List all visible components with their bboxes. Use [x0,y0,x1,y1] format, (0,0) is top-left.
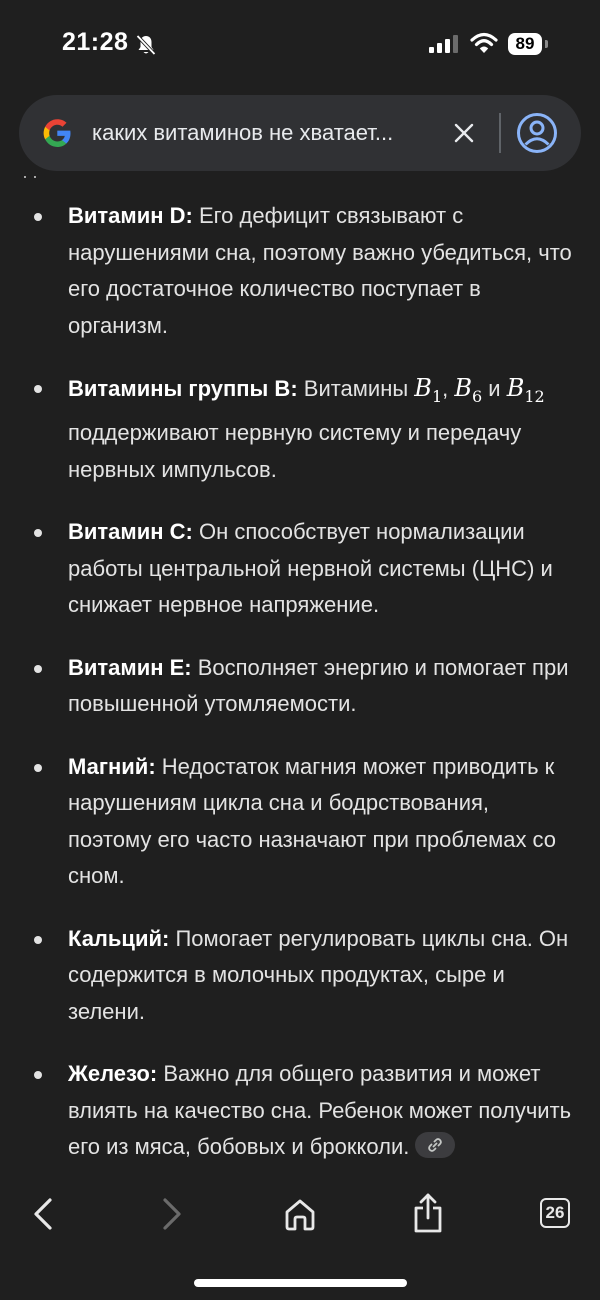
link-icon [426,1136,444,1154]
bottom-toolbar [0,1180,600,1300]
home-indicator [194,1279,407,1287]
item-title: Кальций: [68,925,170,951]
list-item [0,198,600,344]
item-title: Витамин C: [68,519,193,545]
search-bar[interactable] [19,95,581,171]
truncated-content-marker: ·· [22,166,42,186]
bell-slash-icon [134,33,158,57]
list-item [0,650,600,723]
bullet [34,936,42,944]
bullet [34,1071,42,1079]
search-divider [499,113,501,153]
item-text: Недостаток магния может приводить к нарушениям цикла сна и бодрствования, поэтому его часто назначают при проблемах со сном. [68,753,557,889]
item-text: Восполняет энергию и помогает при повышенной утомляемости. [68,654,569,717]
list-item [0,1056,600,1166]
item-text: Он способствует нормализации работы центральной нервной системы (ЦНС) и снижает нервное напряжение. [68,519,553,618]
search-query[interactable]: каких витаминов не хватает... [92,120,394,145]
tabs-button[interactable]: 26 [540,1198,570,1228]
math-b6: $B_6$ [454,374,483,406]
item-title: Железо: [68,1061,158,1087]
source-link-button[interactable] [415,1132,455,1158]
item-title: Витамин D: [68,203,193,228]
bullet [34,385,42,393]
item-text: поддерживают нервную систему и передачу нервных импульсов. [68,420,522,482]
item-text: Его дефицит связывают с нарушениями сна, поэтому важно убедиться, что его достаточное количество поступает в организм. [68,203,572,338]
share-icon[interactable] [411,1192,445,1234]
chevron-left-icon[interactable] [28,1196,58,1232]
status-bar [0,0,600,90]
math-b1: $B_1$ [414,374,443,406]
home-icon[interactable] [283,1196,317,1232]
item-text: Важно для общего развития и может влиять на качество сна. Ребенок может получить его из мяса, бобовых и брокколи. [68,1061,572,1160]
list-item [0,370,600,488]
bullet [34,529,42,537]
bullet [34,213,42,221]
wifi-icon [470,32,498,54]
google-logo-icon [39,115,75,151]
bullet [34,665,42,673]
math-comma: , [442,376,455,401]
item-title: Витамины группы B: [68,376,298,401]
close-icon[interactable] [451,120,477,146]
vitamin-list [0,198,600,1166]
item-text: Витамины [297,376,415,401]
item-title: Витамин E: [68,654,192,680]
answer-content [0,198,600,1183]
battery-indicator: 89 [508,33,542,55]
math-b12: $B_{12}$ [506,374,545,406]
bullet [34,764,42,772]
item-title: Магний: [68,753,156,779]
account-circle-icon[interactable] [516,112,558,154]
signal-icon [428,34,460,54]
chevron-right-icon[interactable] [157,1196,187,1232]
battery-tip [545,40,548,48]
status-time: 21:28 [62,28,129,56]
list-item [0,514,600,624]
conjunction: и [482,376,507,401]
item-text: Помогает регулировать циклы сна. Он содержится в молочных продуктах, сыре и зелени. [68,925,569,1024]
list-item [0,921,600,1031]
list-item [0,749,600,895]
